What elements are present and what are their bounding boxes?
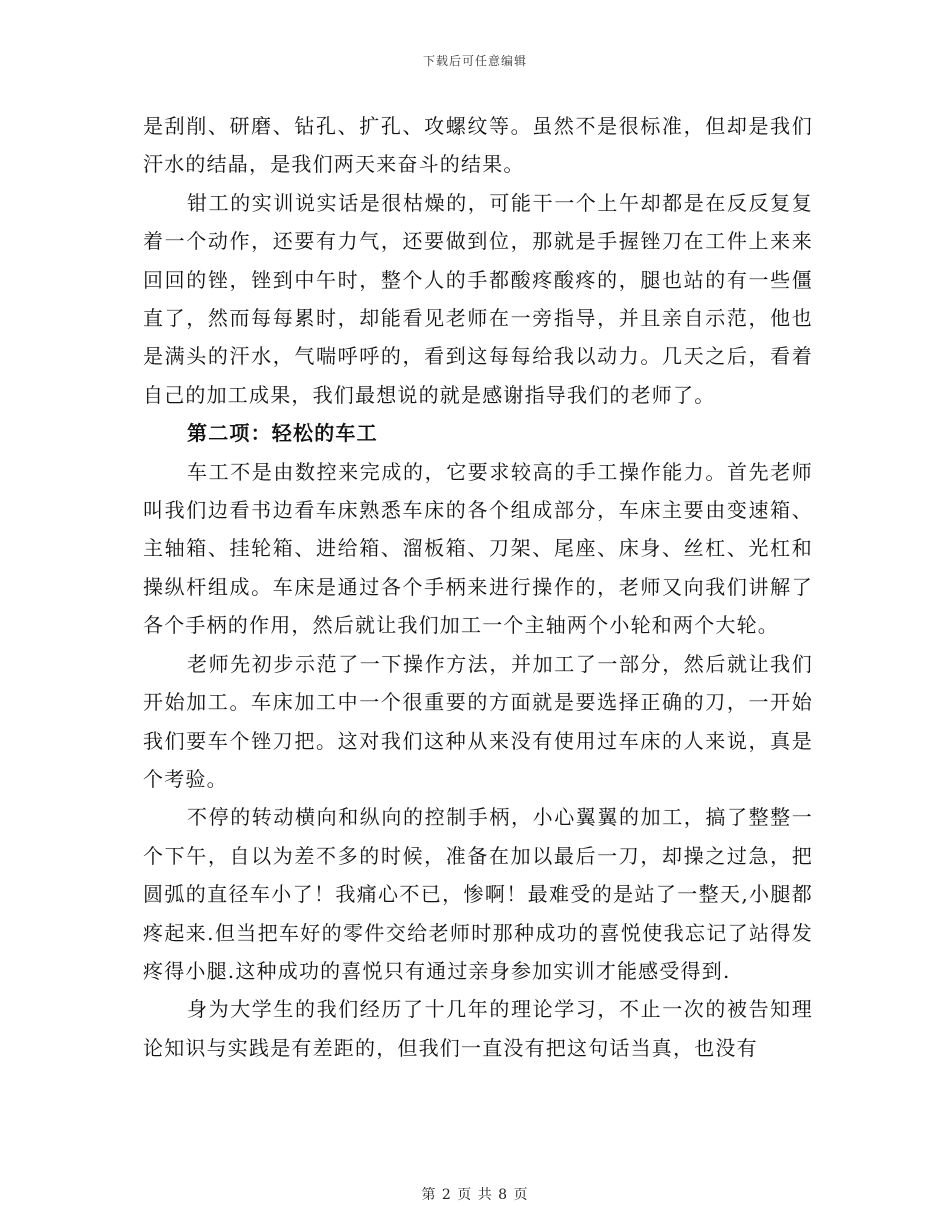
page-header: 下载后可任意编辑 bbox=[422, 54, 527, 68]
paragraph-lathe-experience: 不停的转动横向和纵向的控制手柄，小心翼翼的加工，搞了整整一个下午，自以为差不多的时候，准备在加以最后一刀，却操之过急，把圆弧的直径车小了！我痛心不已，惨啊！最难受的是站了一整天,小腿都疼起来.但当把车好的零件交给老师时那种成功的喜悦使我忘记了站得发疼得小腿.这种成功的喜悦只有通过亲身参加实训才能感受得到. bbox=[143, 805, 813, 983]
paragraph-fitter-training: 钳工的实训说实话是很枯燥的，可能干一个上午却都是在反反复复着一个动作，还要有力气，还要做到位，那就是手握锉刀在工件上来来回回的锉，锉到中午时，整个人的手都酸疼酸疼的，腿也站的有一些僵直了，然而每每累时，却能看见老师在一旁指导，并且亲自示范，他也是满头的汗水，气喘呼呼的，看到这每每给我以动力。几天之后，看着自己的加工成果，我们最想说的就是感谢指导我们的老师了。 bbox=[143, 190, 813, 407]
paragraph-continuation: 是刮削、研磨、钻孔、扩孔、攻螺纹等。虽然不是很标准，但却是我们汗水的结晶，是我们两天来奋斗的结果。 bbox=[143, 114, 813, 177]
paragraph-teacher-demo: 老师先初步示范了一下操作方法，并加工了一部分，然后就让我们开始加工。车床加工中一个很重要的方面就是要选择正确的刀，一开始我们要车个锉刀把。这对我们这种从来没有使用过车床的人来说，真是个考验。 bbox=[143, 651, 813, 791]
section-heading-lathe: 第二项：轻松的车工 bbox=[187, 421, 378, 446]
document-body bbox=[143, 107, 813, 1067]
page-number: 第 2 页 共 8 页 bbox=[421, 1187, 529, 1203]
paragraph-reflection: 身为大学生的我们经历了十几年的理论学习，不止一次的被告知理论知识与实践是有差距的，但我们一直没有把这句话当真，也没有 bbox=[143, 997, 813, 1060]
paragraph-lathe-intro: 车工不是由数控来完成的，它要求较高的手工操作能力。首先老师叫我们边看书边看车床熟悉车床的各个组成部分，车床主要由变速箱、主轴箱、挂轮箱、进给箱、溜板箱、刀架、尾座、床身、丝杠、光杠和操纵杆组成。车床是通过各个手柄来进行操作的，老师又向我们讲解了各个手柄的作用，然后就让我们加工一个主轴两个小轮和两个大轮。 bbox=[143, 459, 813, 638]
